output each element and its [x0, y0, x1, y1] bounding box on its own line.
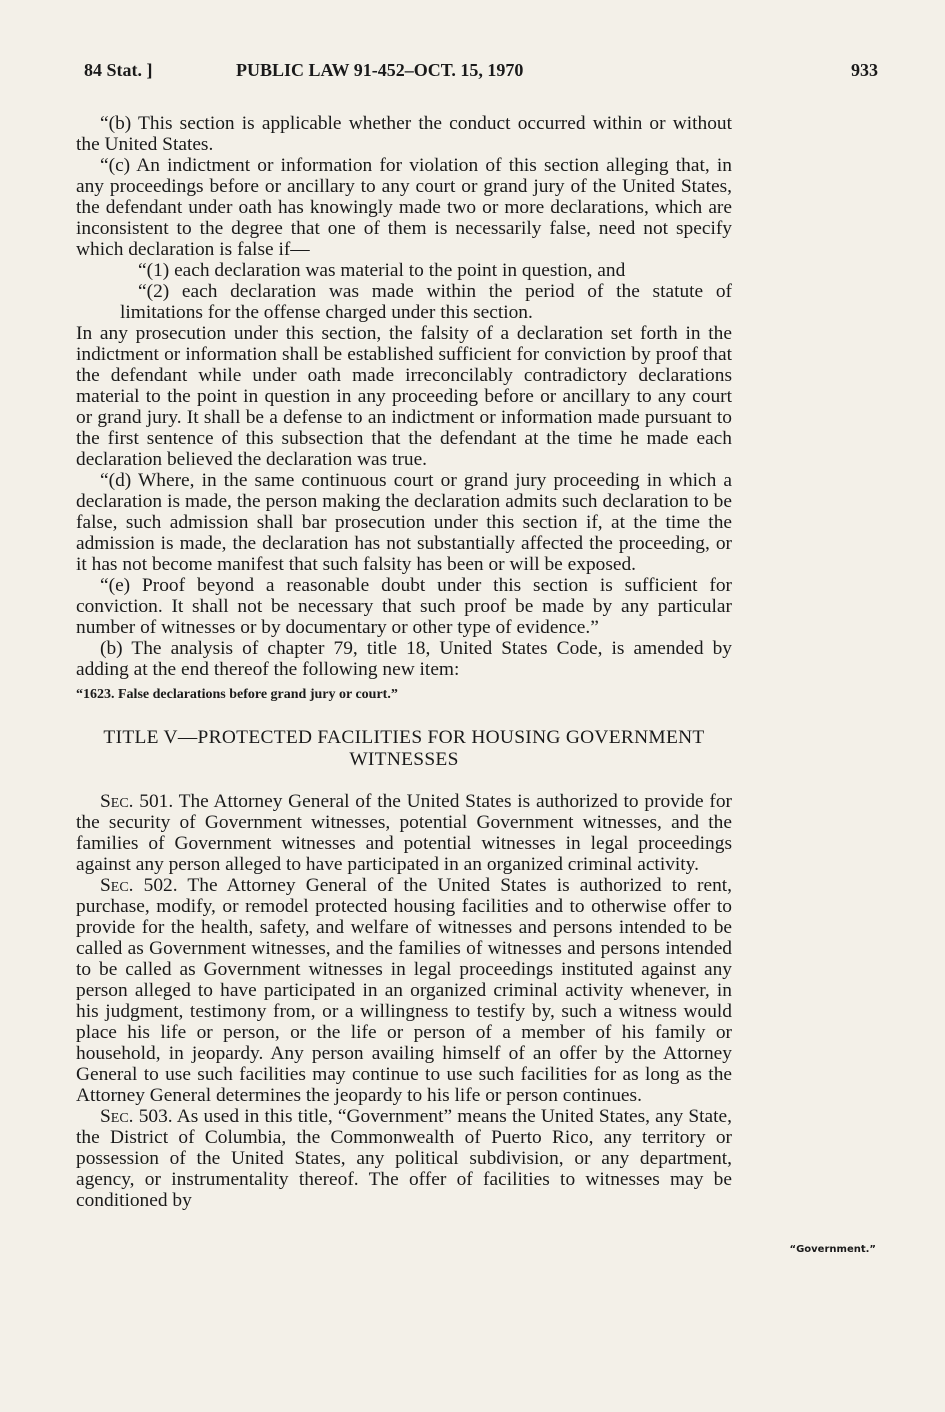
- section-501-text: The Attorney General of the United States is authorized to provide for the security of Government witnesses, potential Government witnesses, and the families of Government witnesses and potential witnesses in legal proceedings against any person alleged to have participated in an organized criminal activity.: [76, 791, 732, 875]
- clause-2: “(2) each declaration was made within the period of the statute of limitations for the offense charged under this section.: [120, 281, 732, 323]
- section-503-text: As used in this title, “Government” means the United States, any State, the District of Columbia, the Commonwealth of Puerto Rico, any territory or possession of the United States, any political subdivision, or any department, agency, or instrumentality thereof. The offer of facilities to witnesses may be conditioned by: [76, 1106, 732, 1211]
- section-503: [76, 1106, 732, 1211]
- paragraph-b: “(b) This section is applicable whether the conduct occurred within or without the United States.: [76, 113, 732, 155]
- paragraph-prosecution: In any prosecution under this section, the falsity of a declaration set forth in the indictment or information shall be established sufficient for conviction by proof that the defendant while under oath made irreconcilably contradictory declarations material to the point in question in any proceeding before or ancillary to any court or grand jury. It shall be a defense to an indictment or information made pursuant to the first sentence of this subsection that the defendant at the time he made each declaration believed the declaration was true.: [76, 323, 732, 470]
- margin-note-government: “Government.”: [789, 1244, 876, 1255]
- paragraph-analysis: (b) The analysis of chapter 79, title 18, United States Code, is amended by adding at the end thereof the following new item:: [76, 638, 732, 680]
- section-501: [76, 791, 732, 875]
- page-header: [84, 60, 878, 90]
- section-502: [76, 875, 732, 1106]
- section-501-label: Sec. 501.: [100, 791, 174, 812]
- clause-1: “(1) each declaration was material to the point in question, and: [138, 260, 626, 281]
- section-503-label: Sec. 503.: [100, 1106, 173, 1127]
- section-502-label: Sec. 502.: [100, 875, 178, 896]
- statute-volume: 84 Stat. ]: [84, 60, 153, 80]
- paragraph-e: “(e) Proof beyond a reasonable doubt under this section is sufficient for conviction. It shall not be necessary that such proof be made by any particular number of witnesses or by documentary or other type of evidence.”: [76, 575, 732, 638]
- body-text: [76, 113, 732, 1211]
- paragraph-d: “(d) Where, in the same continuous court or grand jury proceeding in which a declaration is made, the person making the declaration admits such declaration to be false, such admission shall bar prosecution under this section if, at the time the admission is made, the declaration has not substantially affected the proceeding, or it has not become manifest that such falsity has been or will be exposed.: [76, 470, 732, 575]
- page-number: 933: [851, 60, 878, 80]
- header-title: PUBLIC LAW 91-452–OCT. 15, 1970: [236, 60, 524, 80]
- section-502-text: The Attorney General of the United States is authorized to rent, purchase, modify, or remodel protected housing facilities and to otherwise offer to provide for the health, safety, and welfare of witnesses and persons intended to be called as Government witnesses, and the families of witnesses and persons intended to be called as Government witnesses in legal proceedings instituted against any person alleged to have participated in an organized criminal activity whenever, in his judgment, testimony from, or a willingness to testify by, such a witness would place his life or person, or the life or person of a member of his family or household, in jeopardy. Any person availing himself of an offer by the Attorney General to use such facilities may continue to use such facilities for as long as the Attorney General determines the jeopardy to his life or person continues.: [76, 875, 732, 1106]
- title-v-heading: TITLE V—PROTECTED FACILITIES FOR HOUSING GOVERNMENT WITNESSES: [103, 727, 705, 770]
- paragraph-c: “(c) An indictment or information for violation of this section alleging that, in any proceedings before or ancillary to any court or grand jury of the United States, the defendant under oath has knowingly made two or more declarations, which are inconsistent to the degree that one of them is necessarily false, need not specify which declaration is false if—: [76, 155, 732, 260]
- new-item-1623: “1623. False declarations before grand jury or court.”: [76, 687, 398, 702]
